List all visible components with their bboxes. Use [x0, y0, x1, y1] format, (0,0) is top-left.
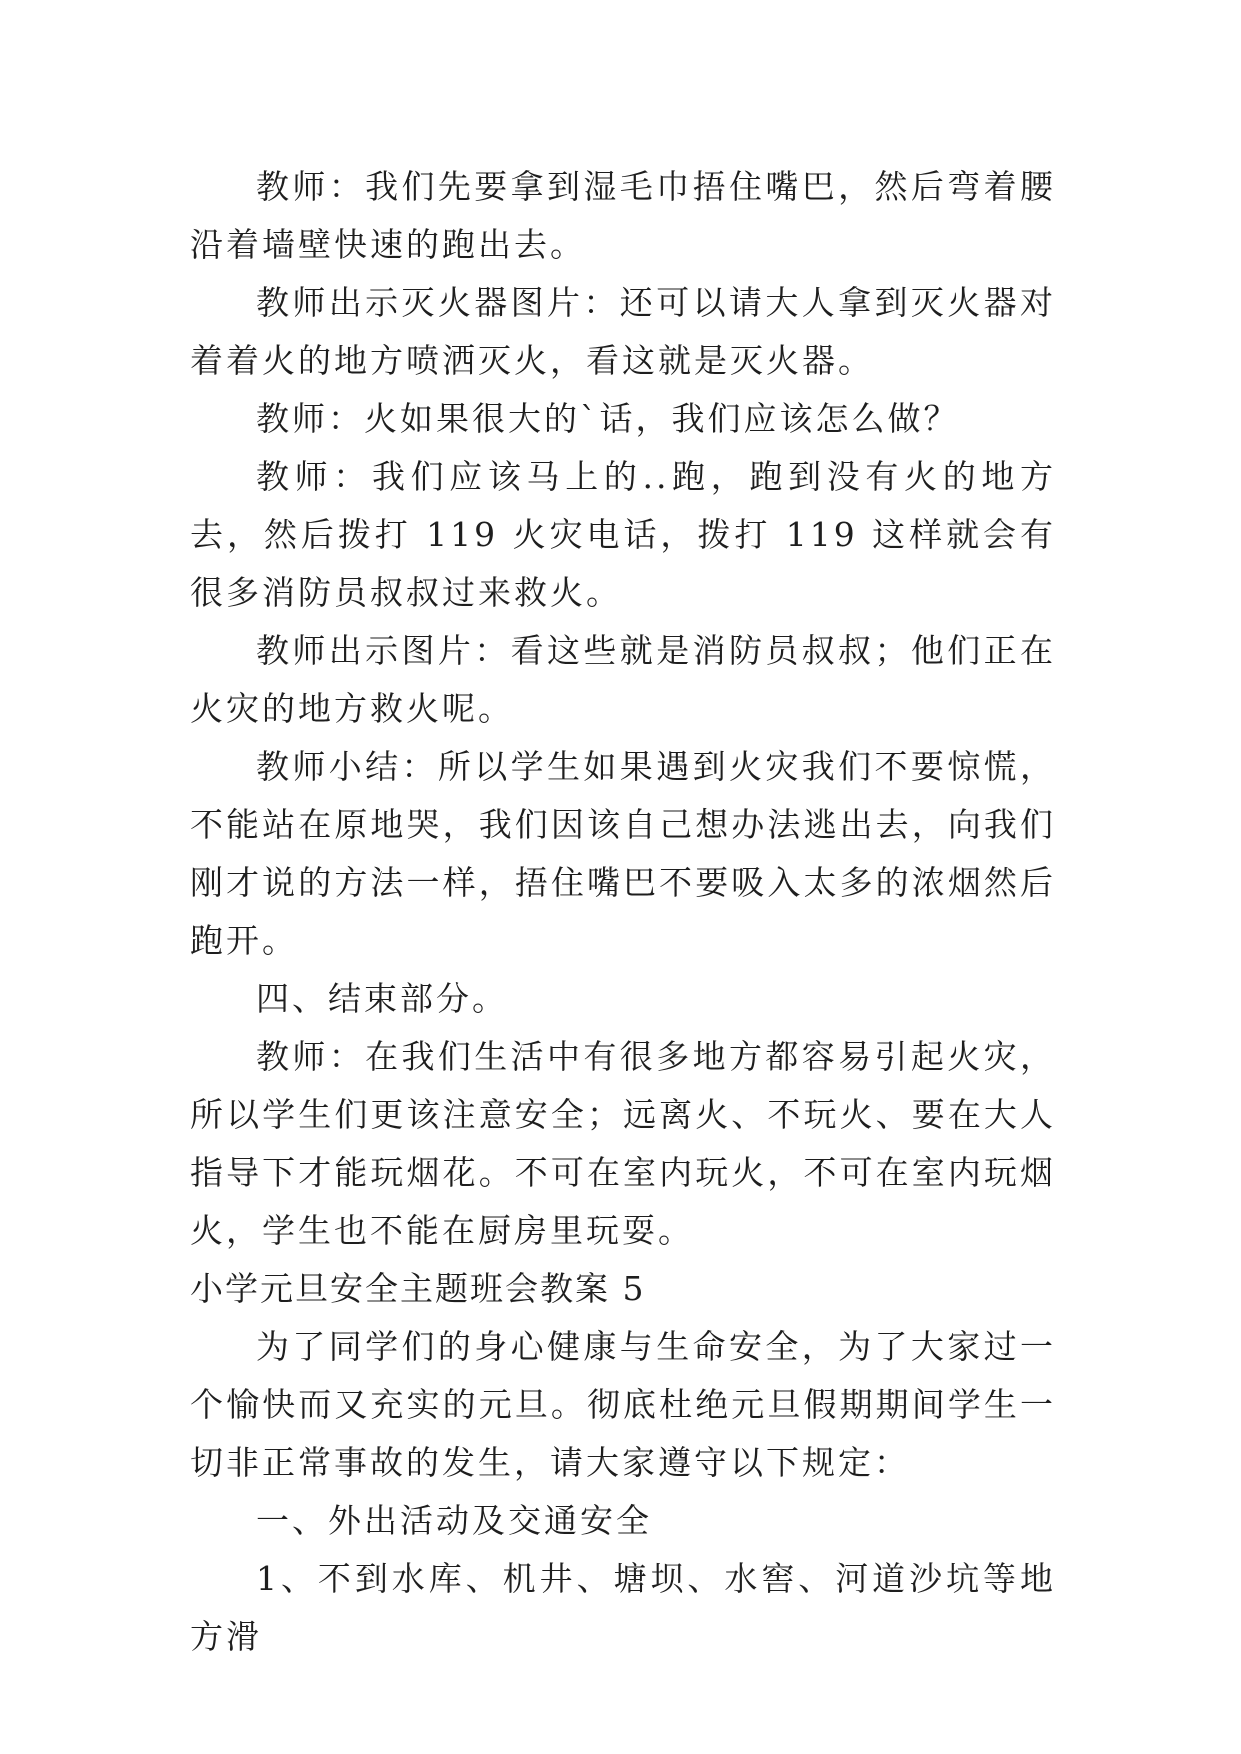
paragraph-ending-heading: 四、结束部分。 [256, 979, 508, 1018]
paragraph-safety-advice: 教师：在我们生活中有很多地方都容易引起火灾，所以学生们更该注意安全；远离火、不玩火、要在大人指导下才能玩烟花。不可在室内玩火，不可在室内玩烟火，学生也不能在厨房里玩耍。 [190, 1037, 1056, 1250]
paragraph-rule-1: 1、不到水库、机井、塘坝、水窖、河道沙坑等地方滑 [190, 1559, 1056, 1656]
document-body [190, 158, 1056, 1666]
paragraph-call-119: 教师：我们应该马上的..跑，跑到没有火的地方去，然后拨打 119 火灾电话，拨打 119 这样就会有很多消防员叔叔过来救火。 [190, 457, 1056, 612]
paragraph-wet-towel: 教师：我们先要拿到湿毛巾捂住嘴巴，然后弯着腰沿着墙壁快速的跑出去。 [190, 167, 1056, 264]
section-title: 小学元旦安全主题班会教案 5 [190, 1269, 646, 1308]
paragraph-firefighters: 教师出示图片：看这些就是消防员叔叔；他们正在火灾的地方救火呢。 [190, 631, 1056, 728]
paragraph-travel-safety-heading: 一、外出活动及交通安全 [256, 1501, 652, 1540]
paragraph-big-fire-question: 教师：火如果很大的`话，我们应该怎么做？ [256, 399, 960, 438]
paragraph-intro: 为了同学们的身心健康与生命安全，为了大家过一个愉快而又充实的元旦。彻底杜绝元旦假期期间学生一切非正常事故的发生，请大家遵守以下规定： [190, 1327, 1056, 1482]
paragraph-teacher-summary: 教师小结：所以学生如果遇到火灾我们不要惊慌，不能站在原地哭，我们因该自己想办法逃出去，向我们刚才说的方法一样，捂住嘴巴不要吸入太多的浓烟然后跑开。 [190, 747, 1056, 960]
paragraph-extinguisher: 教师出示灭火器图片：还可以请大人拿到灭火器对着着火的地方喷洒灭火，看这就是灭火器。 [190, 283, 1056, 380]
